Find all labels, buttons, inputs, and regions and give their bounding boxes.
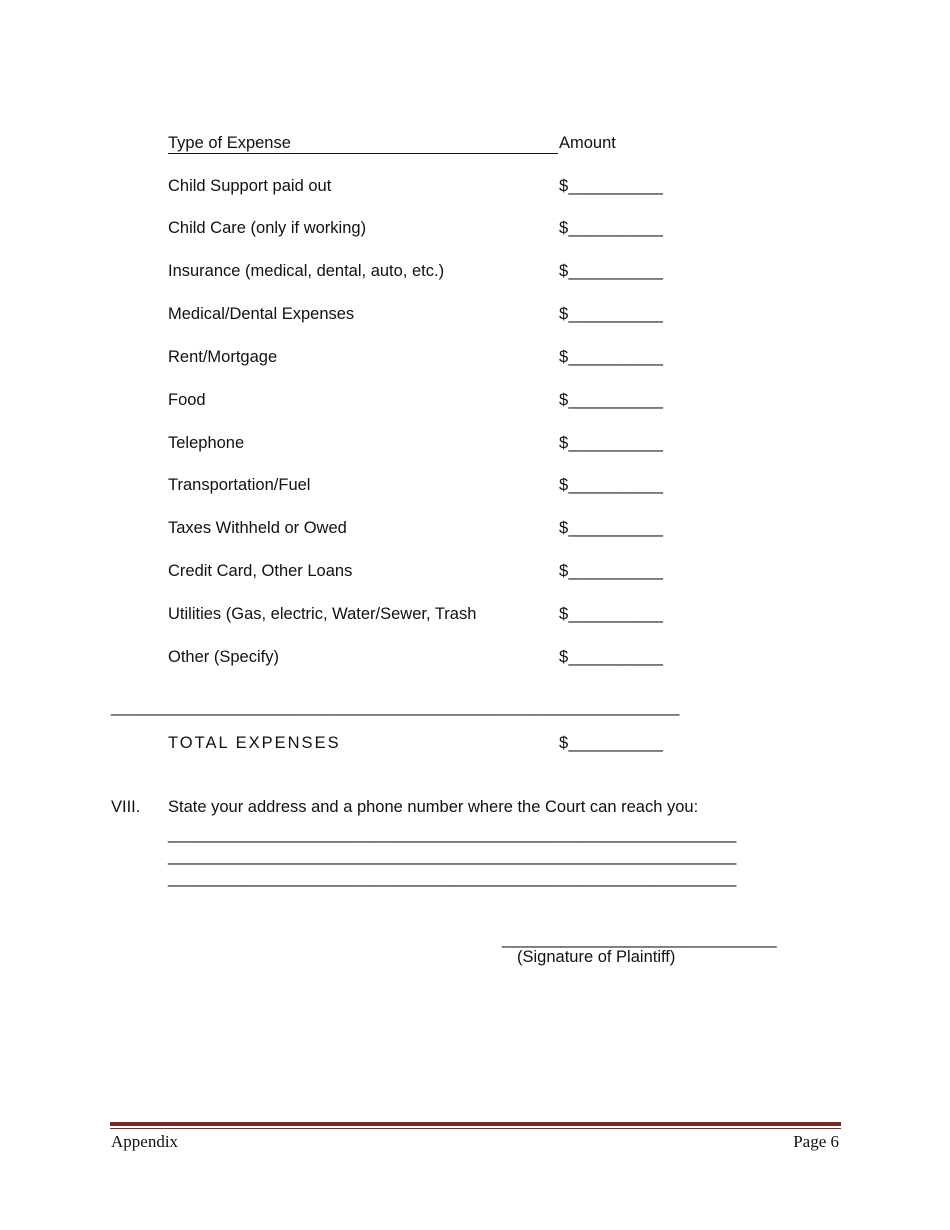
expense-amount-field[interactable]: $__________ [559, 648, 664, 666]
expense-label: Credit Card, Other Loans [168, 562, 353, 580]
total-expenses-label: TOTAL EXPENSES [168, 734, 341, 752]
expense-label: Insurance (medical, dental, auto, etc.) [168, 262, 445, 280]
expense-label: Taxes Withheld or Owed [168, 519, 347, 537]
section-number: VIII. [111, 798, 141, 816]
expense-amount-field[interactable]: $__________ [559, 348, 664, 366]
expense-label: Food [168, 391, 206, 409]
expense-amount-field[interactable]: $__________ [559, 262, 664, 280]
expense-amount-field[interactable]: $__________ [559, 434, 664, 452]
expense-amount-field[interactable]: $__________ [559, 391, 664, 409]
header-type-of-expense: Type of Expense [168, 133, 558, 154]
signature-line-field[interactable]: _____________________________ [502, 930, 777, 948]
expense-label: Rent/Mortgage [168, 348, 278, 366]
address-line-field[interactable]: ____________________________________________________________ [168, 825, 737, 843]
expense-label: Other (Specify) [168, 648, 279, 666]
expense-label: Medical/Dental Expenses [168, 305, 355, 323]
footer-rule-thin [110, 1128, 841, 1129]
expense-amount-field[interactable]: $__________ [559, 177, 664, 195]
address-line-field[interactable]: ____________________________________________________________ [168, 847, 737, 865]
section-instruction: State your address and a phone number where the Court can reach you: [168, 798, 699, 816]
expense-label: Utilities (Gas, electric, Water/Sewer, Trash [168, 605, 477, 623]
expense-amount-field[interactable]: $__________ [559, 476, 664, 494]
footer-appendix-label: Appendix [111, 1132, 179, 1151]
expense-amount-field[interactable]: $__________ [559, 305, 664, 323]
expense-amount-field[interactable]: $__________ [559, 562, 664, 580]
expense-label: Child Care (only if working) [168, 219, 367, 237]
expense-label: Transportation/Fuel [168, 476, 311, 494]
expense-label: Child Support paid out [168, 177, 332, 195]
footer-page-number: Page 6 [793, 1132, 839, 1151]
expense-amount-field[interactable]: $__________ [559, 219, 664, 237]
footer-rule [110, 1122, 841, 1126]
address-line-field[interactable]: ____________________________________________________________ [168, 869, 737, 887]
expense-amount-field[interactable]: $__________ [559, 605, 664, 623]
total-expenses-field[interactable]: $__________ [559, 734, 664, 752]
expense-amount-field[interactable]: $__________ [559, 519, 664, 537]
expense-label: Telephone [168, 434, 245, 452]
header-amount: Amount [559, 134, 616, 152]
table-separator-line: ____________________________________________________________ [111, 698, 680, 716]
signature-caption: (Signature of Plaintiff) [517, 948, 676, 966]
